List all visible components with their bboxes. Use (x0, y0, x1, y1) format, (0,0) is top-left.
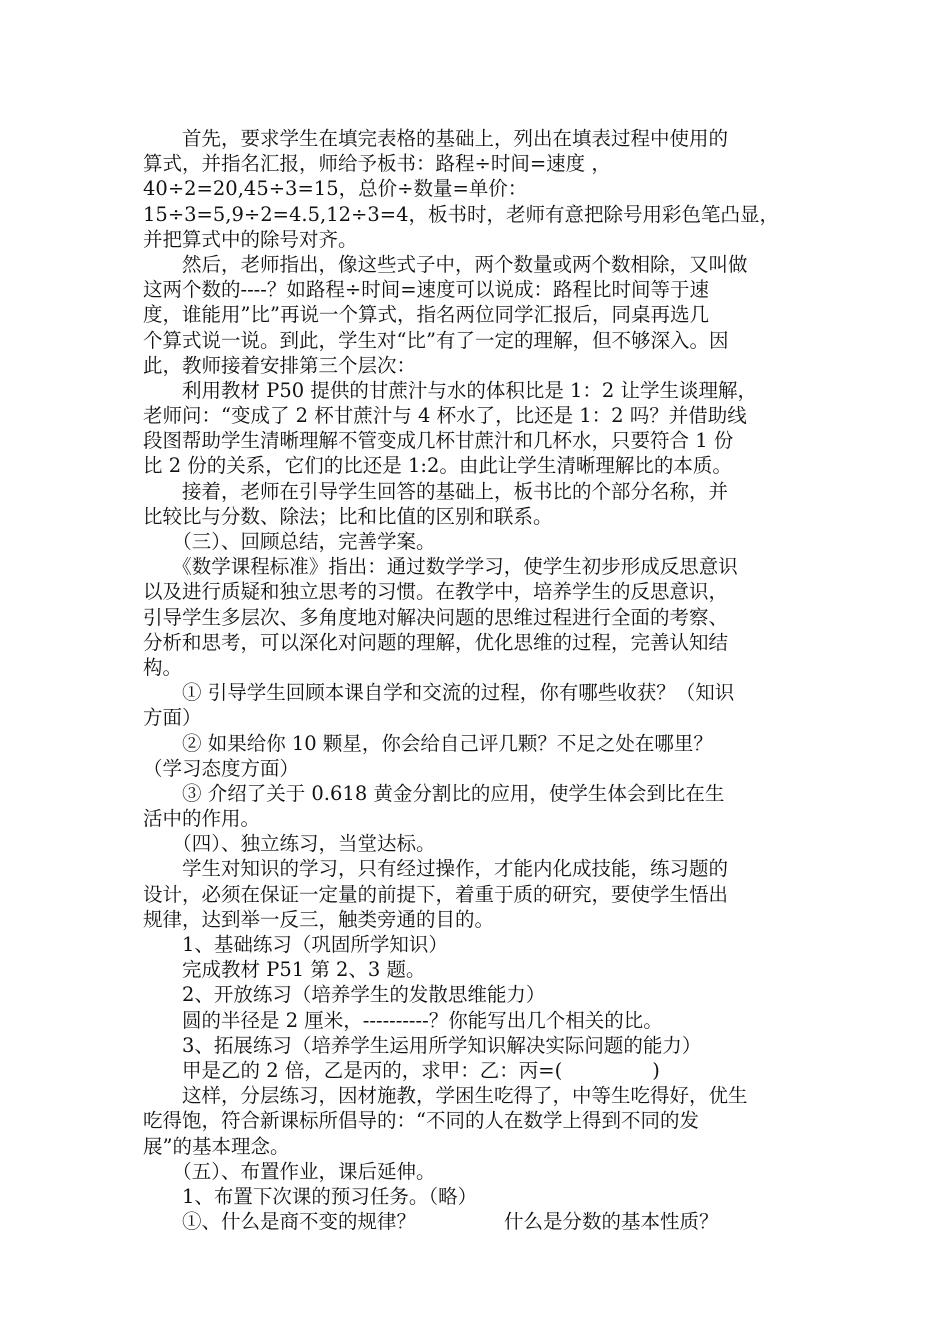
text-line: 15÷3=5,9÷2=4.5,12÷3=4，板书时，老师有意把除号用彩色笔凸显， (143, 202, 780, 226)
text-line: 吃得饱，符合新课标所倡导的：“不同的人在数学上得到不同的发 (143, 1109, 699, 1133)
text-line: 1、基础练习（巩固所学知识） (143, 933, 448, 956)
text-line: 首先，要求学生在填完表格的基础上，列出在填表过程中使用的 (143, 127, 729, 150)
text-line: 规律，达到举一反三，触类旁通的目的。 (143, 907, 495, 931)
text-line: 分析和思考，可以深化对问题的理解，优化思维的过程，完善认知结 (143, 630, 729, 654)
text-line: 《数学课程标准》指出：通过数学学习，使学生初步形成反思意识 (143, 555, 738, 579)
section-heading: （四）、独立练习，当堂达标。 (143, 832, 436, 856)
text-line: 算式，并指名汇报，师给予板书：路程÷时间=速度 ， (143, 152, 611, 176)
body-text (143, 126, 811, 1234)
text-line: 比较比与分数、除法；比和比值的区别和联系。 (143, 504, 553, 528)
text-line: 度，谁能用”比”再说一个算式，指名两位同学汇报后，同桌再选几 (143, 303, 709, 327)
text-line: 圆的半径是 2 厘米，----------？你能写出几个相关的比。 (143, 1008, 663, 1032)
text-line: ③ 介绍了关于 0.618 黄金分割比的应用，使学生体会到比在生 (143, 781, 725, 805)
text-line: 利用教材 P50 提供的甘蔗汁与水的体积比是 1：2 让学生谈理解， (143, 378, 758, 402)
text-line: 设计，必须在保证一定量的前提下，着重于质的研究，要使学生悟出 (143, 882, 729, 906)
text-line: 展”的基本理念。 (143, 1134, 290, 1158)
text-line: 学生对知识的学习，只有经过操作，才能内化成技能，练习题的 (143, 857, 729, 881)
text-line: （学习态度方面） (143, 756, 300, 780)
text-line: 引导学生多层次、多角度地对解决问题的思维过程进行全面的考察、 (143, 605, 729, 629)
text-line: 这两个数的----？如路程÷时间=速度可以说成：路程比时间等于速 (143, 278, 710, 302)
text-line (143, 1058, 811, 1083)
text-line: 2、开放练习（培养学生的发散思维能力） (143, 983, 546, 1007)
exercise-question: 甲是乙的 2 倍，乙是丙的，求甲：乙：丙=( (143, 1058, 563, 1082)
text-line: 活中的作用。 (143, 807, 261, 831)
text-line: ② 如果给你 10 颗星，你会给自己评几颗？不足之处在哪里？ (143, 731, 713, 755)
text-line: 3、拓展练习（培养学生运用所学知识解决实际问题的能力） (143, 1033, 702, 1057)
text-line: 以及进行质疑和独立思考的习惯。在教学中，培养学生的反思意识， (143, 580, 729, 604)
text-line: 这样，分层练习，因材施教，学困生吃得了，中等生吃得好，优生 (143, 1084, 748, 1108)
text-line: ① 引导学生回顾本课自学和交流的过程，你有哪些收获？（知识 (143, 681, 735, 705)
section-heading: （五）、布置作业，课后延伸。 (143, 1159, 436, 1183)
text-line: 段图帮助学生清晰理解不管变成几杯甘蔗汁和几杯水，只要符合 1 份 (143, 429, 734, 453)
text-line: 1、布置下次课的预习任务。（略） (143, 1184, 478, 1208)
text-line: 构。 (143, 655, 183, 679)
homework-item-2: 什么是分数的基本性质？ (504, 1210, 719, 1234)
text-line: 然后，老师指出，像这些式子中，两个数量或两个数相除，又叫做 (143, 252, 748, 276)
text-line: 40÷2=20,45÷3=15，总价÷数量=单价： (143, 177, 528, 201)
text-line: 个算式说一说。到此，学生对“比”有了一定的理解，但不够深入。因 (143, 328, 729, 352)
text-line: 比 2 份的关系，它们的比还是 1:2。由此让学生清晰理解比的本质。 (143, 454, 732, 478)
text-line: 方面） (143, 706, 202, 730)
closing-paren: ) (652, 1058, 660, 1082)
text-line: 老师问：“变成了 2 杯甘蔗汁与 4 杯水了，比还是 1：2 吗？并借助线 (143, 404, 747, 428)
text-line (143, 1209, 811, 1234)
homework-item-1: ①、什么是商不变的规律？ (143, 1210, 417, 1234)
text-line: 接着，老师在引导学生回答的基础上，板书比的个部分名称，并 (143, 479, 729, 503)
text-line: 并把算式中的除号对齐。 (143, 227, 358, 251)
text-line: 完成教材 P51 第 2、3 题。 (143, 958, 426, 982)
section-heading: （三）、回顾总结，完善学案。 (143, 530, 436, 553)
text-line: 此，教师接着安排第三个层次： (143, 353, 417, 377)
